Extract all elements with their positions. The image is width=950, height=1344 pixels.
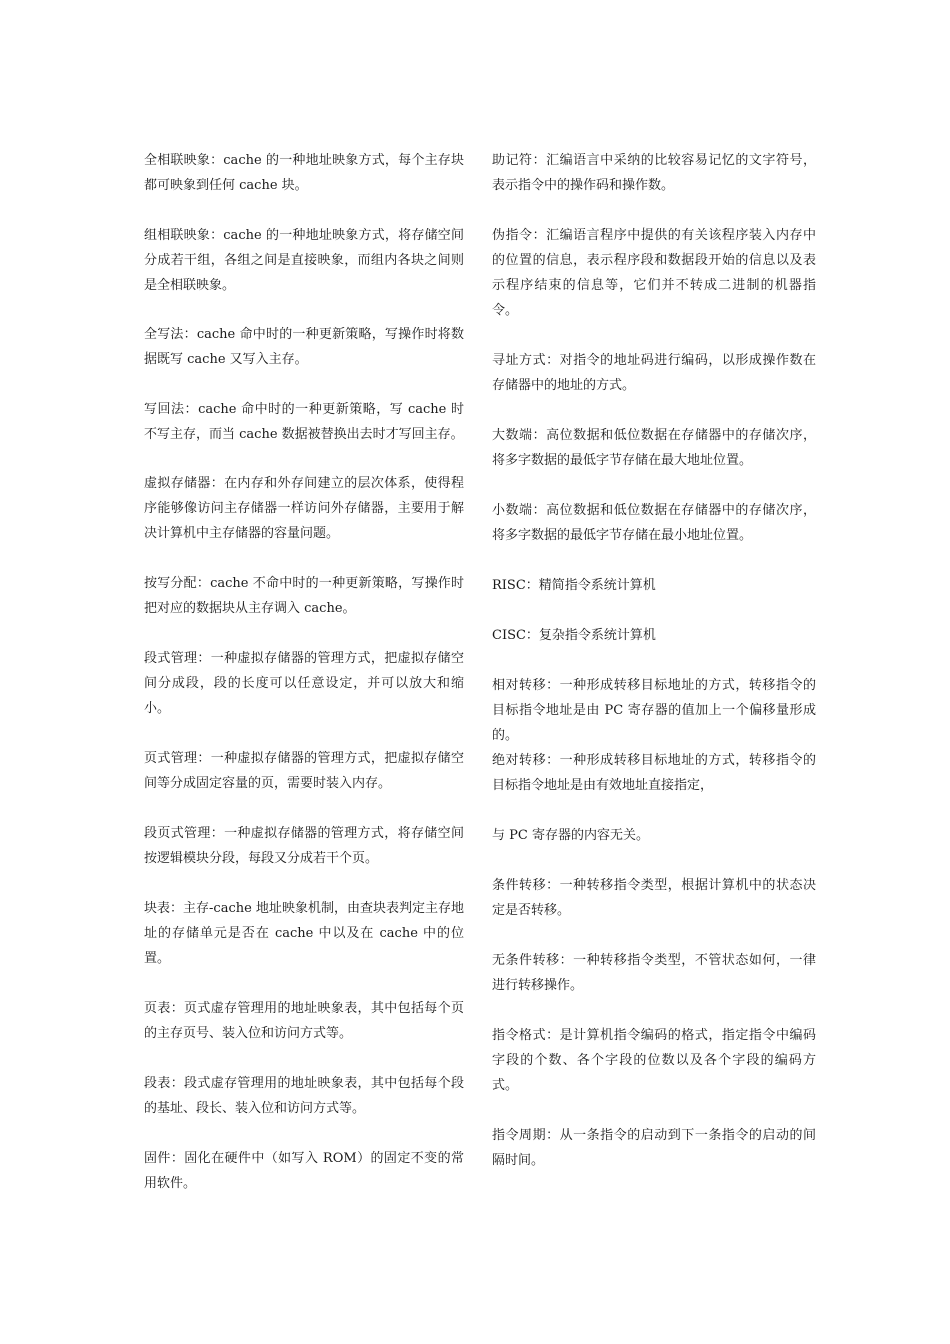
definition-paragraph: 固件：固化在硬件中（如写入 ROM）的固定不变的常用软件。 [144, 1151, 464, 1191]
definition-paragraph: 小数端：高位数据和低位数据在存储器中的存储次序，将多字数据的最低字节存储在最小地址位置。 [492, 503, 816, 543]
definition-paragraph: 全写法：cache 命中时的一种更新策略，写操作时将数据既写 cache 又写入主存。 [144, 327, 464, 367]
definition-paragraph: 大数端：高位数据和低位数据在存储器中的存储次序，将多字数据的最低字节存储在最大地址位置。 [492, 428, 816, 468]
left-column [144, 148, 464, 1196]
definition-paragraph: 指令格式：是计算机指令编码的格式，指定指令中编码字段的个数、各个字段的位数以及各个字段的编码方式。 [492, 1028, 816, 1093]
definition-paragraph: 块表：主存-cache 地址映象机制，由查块表判定主存地址的存储单元是否在 cache 中以及在 cache 中的位置。 [144, 901, 464, 966]
definition-paragraph: 写回法：cache 命中时的一种更新策略，写 cache 时不写主存，而当 cache 数据被替换出去时才写回主存。 [144, 402, 464, 442]
definition-paragraph: 页表：页式虚存管理用的地址映象表，其中包括每个页的主存页号、装入位和访问方式等。 [144, 1001, 464, 1041]
definition-paragraph: 按写分配：cache 不命中时的一种更新策略，写操作时把对应的数据块从主存调入 cache。 [144, 576, 464, 616]
definition-paragraph: 助记符：汇编语言中采纳的比较容易记忆的文字符号，表示指令中的操作码和操作数。 [492, 153, 816, 193]
definition-paragraph: 无条件转移：一种转移指令类型，不管状态如何，一律进行转移操作。 [492, 953, 816, 993]
definition-paragraph: 虚拟存储器：在内存和外存间建立的层次体系，使得程序能够像访问主存储器一样访问外存储器，主要用于解决计算机中主存储器的容量问题。 [144, 476, 464, 541]
definition-paragraph: 条件转移：一种转移指令类型，根据计算机中的状态决定是否转移。 [492, 878, 816, 918]
definition-paragraph: 组相联映象：cache 的一种地址映象方式，将存储空间分成若干组，各组之间是直接映象，而组内各块之间则是全相联映象。 [144, 228, 464, 293]
definition-paragraph: 相对转移：一种形成转移目标地址的方式，转移指令的目标指令地址是由 PC 寄存器的值加上一个偏移量形成的。 [492, 678, 816, 743]
definition-paragraph: 全相联映象：cache 的一种地址映象方式，每个主存块都可映象到任何 cache 块。 [144, 153, 464, 193]
definition-paragraph: RISC：精简指令系统计算机 [492, 578, 656, 593]
definition-paragraph: 伪指令：汇编语言程序中提供的有关该程序装入内存中的位置的信息，表示程序段和数据段开始的信息以及表示程序结束的信息等，它们并不转成二进制的机器指令。 [492, 228, 816, 318]
definition-paragraph: 段式管理：一种虚拟存储器的管理方式，把虚拟存储空间分成段，段的长度可以任意设定，并可以放大和缩小。 [144, 651, 464, 716]
definition-paragraph: 寻址方式：对指令的地址码进行编码，以形成操作数在存储器中的地址的方式。 [492, 353, 816, 393]
definition-paragraph: 与 PC 寄存器的内容无关。 [492, 828, 649, 843]
definition-paragraph: 段页式管理：一种虚拟存储器的管理方式，将存储空间按逻辑模块分段，每段又分成若干个页。 [144, 826, 464, 866]
definition-paragraph: 指令周期：从一条指令的启动到下一条指令的启动的间隔时间。 [492, 1128, 816, 1168]
definition-paragraph: 页式管理：一种虚拟存储器的管理方式，把虚拟存储空间等分成固定容量的页，需要时装入内存。 [144, 751, 464, 791]
right-column [492, 148, 816, 1173]
definition-paragraph: 段表：段式虚存管理用的地址映象表，其中包括每个段的基址、段长、装入位和访问方式等。 [144, 1076, 464, 1116]
definition-paragraph: 绝对转移：一种形成转移目标地址的方式，转移指令的目标指令地址是由有效地址直接指定， [492, 753, 816, 793]
definition-paragraph: CISC：复杂指令系统计算机 [492, 628, 656, 643]
